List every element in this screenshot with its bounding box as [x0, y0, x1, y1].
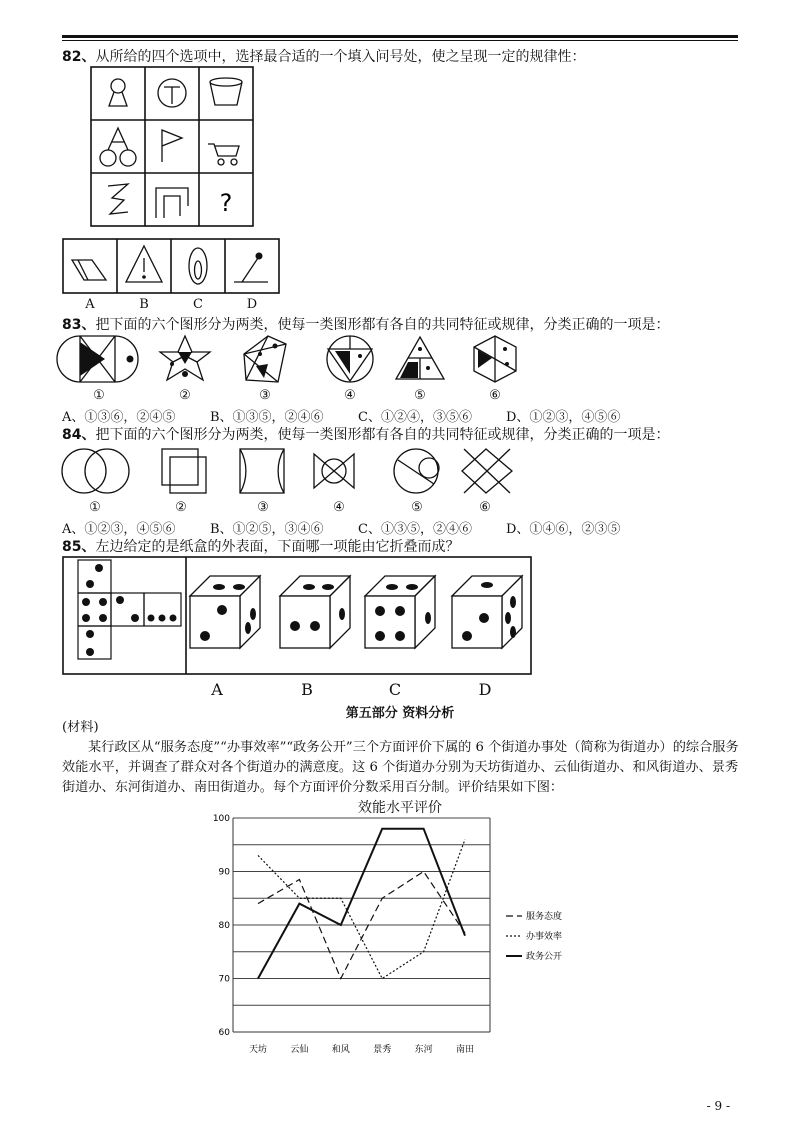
q82-option-b-label: B [139, 297, 149, 312]
q84-fig5-label: ⑤ [411, 500, 423, 515]
q84-answer-b[interactable]: B、①②⑤，③④⑥ [210, 522, 324, 537]
q85-option-d-label: D [478, 680, 492, 699]
q84-answers [62, 518, 620, 537]
q85-option-b-label: B [301, 680, 313, 699]
y-tick-label: 70 [218, 974, 230, 985]
x-tick-label: 和风 [331, 1045, 350, 1055]
q82-option-d-label: D [246, 297, 258, 312]
x-tick-label: 云仙 [290, 1045, 309, 1055]
q83-answer-d[interactable]: D、①②③，④⑤⑥ [506, 410, 621, 425]
q83-figures [60, 334, 530, 384]
q83-answer-b[interactable]: B、①③⑤，②④⑥ [210, 410, 324, 425]
efficiency-line-chart [200, 812, 600, 1068]
q85-option-a-label: A [211, 680, 223, 699]
section-title: 第五部分 资料分析 [345, 706, 455, 721]
q84-fig6-label: ⑥ [479, 500, 491, 515]
q83-text: 83、把下面的六个图形分为两类，使每一类图形都有各自的共同特征或规律，分类正确的一项是： [62, 317, 670, 333]
q82-option-c-label: C [193, 297, 203, 312]
q83-fig4-label: ④ [344, 388, 356, 403]
q83-fig6-label: ⑥ [489, 388, 501, 403]
legend-label-3: 政务公开 [526, 952, 563, 962]
x-tick-label: 东河 [414, 1045, 433, 1055]
q84-fig1-label: ① [89, 500, 101, 515]
q84-fig4-label: ④ [333, 500, 345, 515]
series-line-3 [258, 829, 465, 979]
header-rule-thick [62, 35, 738, 38]
q82-option-a-label: A [85, 297, 95, 312]
q83-fig1-label: ① [93, 388, 105, 403]
y-tick-label: 80 [218, 921, 230, 931]
page-number: - 9 - [706, 1099, 730, 1113]
q83-answers [62, 406, 620, 425]
q83-fig3-label: ③ [259, 388, 271, 403]
legend-label-1: 服务态度 [526, 912, 563, 922]
q84-answer-d[interactable]: D、①④⑥，②③⑤ [506, 522, 621, 537]
q85-option-c-label: C [388, 680, 402, 699]
q85-text: 85、左边给定的是纸盒的外表面，下面哪一项能由它折叠而成？ [62, 539, 460, 555]
x-tick-label: 景秀 [373, 1045, 392, 1055]
q83-fig2-label: ② [179, 388, 191, 403]
x-tick-label: 南田 [455, 1045, 475, 1055]
y-tick-label: 100 [212, 814, 230, 824]
y-tick-label: 90 [218, 867, 230, 878]
q82-text: 82、从所给的四个选项中，选择最合适的一个填入问号处，使之呈现一定的规律性： [62, 49, 586, 65]
q84-fig2-label: ② [175, 500, 187, 515]
header-rule-thin [62, 40, 738, 41]
material-paragraph: 某行政区从“服务态度”“办事效率”“政务公开”三个方面评价下属的 6 个街道办事处（简称为街道办）的综合服务效能水平，并调查了群众对各个街道办的满意度。这 6 个街道办分别为天坊街道办、云仙街道办、和风街道办、景秀街道办、东河街道办、南田街道办。每个方面评价分数采用百分制。评价结果如下图： [62, 740, 739, 795]
q85-figure [62, 556, 532, 676]
x-tick-label: 天坊 [248, 1045, 268, 1055]
q82-question-mark: ? [219, 189, 233, 217]
q84-answer-c[interactable]: C、①③⑤，②④⑥ [358, 522, 472, 537]
q82-options [62, 238, 280, 295]
material-label: (材料) [62, 720, 99, 735]
q84-figures [62, 446, 532, 496]
q83-answer-a[interactable]: A、①③⑥，②④⑤ [62, 410, 176, 425]
y-tick-label: 60 [218, 1028, 230, 1038]
q84-text: 84、把下面的六个图形分为两类，使每一类图形都有各自的共同特征或规律，分类正确的一项是： [62, 427, 670, 443]
series-line-2 [258, 839, 465, 978]
legend-label-2: 办事效率 [526, 932, 563, 942]
q83-fig5-label: ⑤ [414, 388, 426, 403]
q83-answer-c[interactable]: C、①②④，③⑤⑥ [358, 410, 472, 425]
q84-fig3-label: ③ [257, 500, 269, 515]
q84-answer-a[interactable]: A、①②③，④⑤⑥ [62, 522, 176, 537]
chart-title: 效能水平评价 [358, 800, 442, 816]
q82-matrix [90, 66, 255, 228]
